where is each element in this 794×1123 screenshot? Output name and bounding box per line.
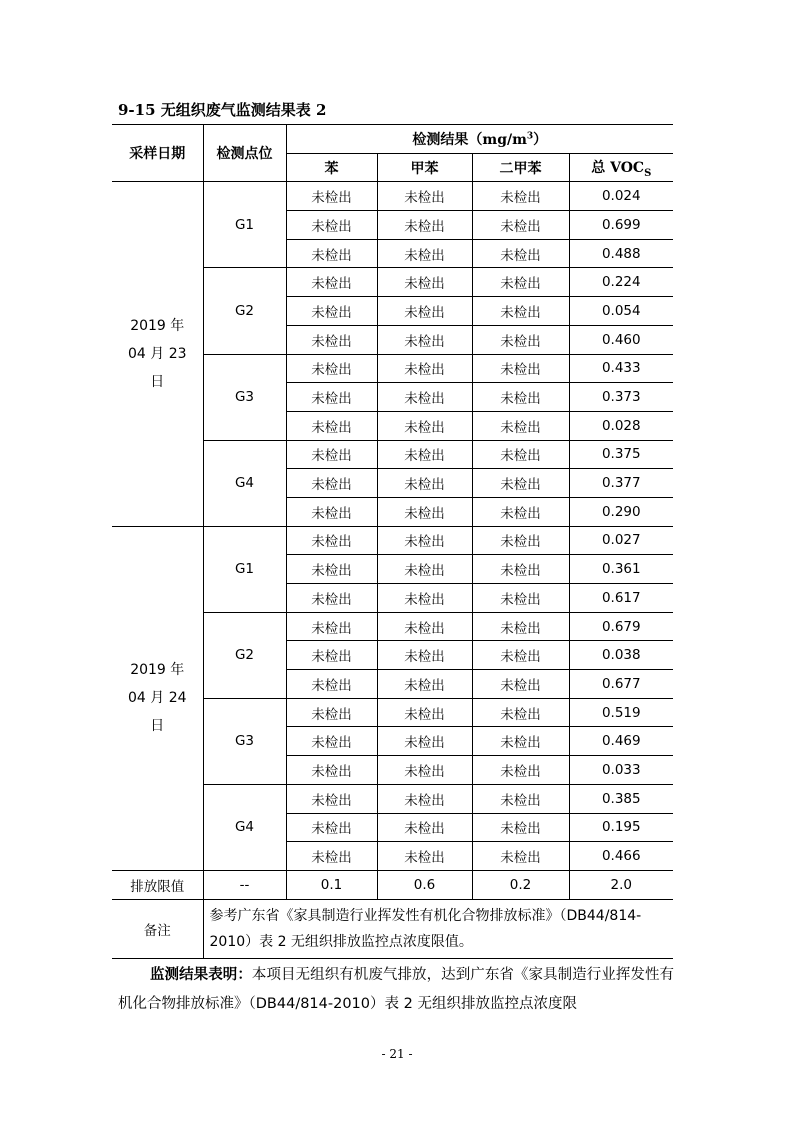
sampling-point-cell: G4 — [203, 440, 286, 526]
sampling-point-cell: G1 — [203, 526, 286, 612]
benzene-value: 未检出 — [286, 842, 377, 871]
total-voc-value: 0.375 — [569, 440, 673, 469]
header-result-sup: 3 — [526, 131, 534, 142]
toluene-value: 未检出 — [377, 182, 472, 211]
toluene-value: 未检出 — [377, 727, 472, 756]
toluene-value: 未检出 — [377, 526, 472, 555]
benzene-value: 未检出 — [286, 727, 377, 756]
xylene-value: 未检出 — [472, 268, 569, 297]
xylene-value: 未检出 — [472, 182, 569, 211]
total-voc-value: 0.488 — [569, 239, 673, 268]
toluene-value: 未检出 — [377, 784, 472, 813]
benzene-value: 未检出 — [286, 411, 377, 440]
sampling-date-line: 2019 年 — [130, 318, 185, 334]
header-result-group — [286, 125, 673, 154]
header-sampling-point: 检测点位 — [203, 125, 286, 182]
header-total-voc — [569, 153, 673, 182]
toluene-value: 未检出 — [377, 698, 472, 727]
xylene-value: 未检出 — [472, 411, 569, 440]
total-voc-value: 0.433 — [569, 354, 673, 383]
header-result-prefix: 检测结果（mg/m — [412, 131, 527, 148]
total-voc-value: 0.617 — [569, 584, 673, 613]
xylene-value: 未检出 — [472, 211, 569, 240]
benzene-value: 未检出 — [286, 497, 377, 526]
xylene-value: 未检出 — [472, 239, 569, 268]
toluene-value: 未检出 — [377, 239, 472, 268]
sampling-date-cell — [112, 182, 203, 526]
conclusion-label: 监测结果表明： — [150, 966, 252, 983]
xylene-value: 未检出 — [472, 756, 569, 785]
limit-xylene: 0.2 — [472, 870, 569, 899]
xylene-value: 未检出 — [472, 612, 569, 641]
benzene-value: 未检出 — [286, 584, 377, 613]
table-row — [112, 526, 673, 555]
xylene-value: 未检出 — [472, 813, 569, 842]
limit-point: -- — [203, 870, 286, 899]
sampling-point-cell: G2 — [203, 268, 286, 354]
xylene-value: 未检出 — [472, 584, 569, 613]
benzene-value: 未检出 — [286, 239, 377, 268]
monitoring-results-table — [112, 124, 673, 959]
xylene-value: 未检出 — [472, 698, 569, 727]
total-voc-value: 0.038 — [569, 641, 673, 670]
benzene-value: 未检出 — [286, 813, 377, 842]
benzene-value: 未检出 — [286, 555, 377, 584]
xylene-value: 未检出 — [472, 354, 569, 383]
total-voc-value: 0.033 — [569, 756, 673, 785]
total-voc-value: 0.466 — [569, 842, 673, 871]
sampling-point-cell: G3 — [203, 698, 286, 784]
table-row — [112, 182, 673, 211]
sampling-date-cell — [112, 526, 203, 870]
total-voc-value: 0.469 — [569, 727, 673, 756]
toluene-value: 未检出 — [377, 411, 472, 440]
benzene-value: 未检出 — [286, 698, 377, 727]
total-voc-value: 0.224 — [569, 268, 673, 297]
toluene-value: 未检出 — [377, 584, 472, 613]
xylene-value: 未检出 — [472, 842, 569, 871]
page-number: - 21 - — [381, 1047, 413, 1061]
xylene-value: 未检出 — [472, 727, 569, 756]
xylene-value: 未检出 — [472, 297, 569, 326]
xylene-value: 未检出 — [472, 497, 569, 526]
total-voc-value: 0.699 — [569, 211, 673, 240]
toluene-value: 未检出 — [377, 813, 472, 842]
total-voc-value: 0.361 — [569, 555, 673, 584]
total-voc-value: 0.460 — [569, 325, 673, 354]
conclusion-text: 本项目无组织有机废气排放，达到广东省《家具制造行业挥发性有机化合物排放标准》（DB44/814-2010）表 2 无组织排放监控点浓度限 — [118, 967, 675, 1012]
toluene-value: 未检出 — [377, 670, 472, 699]
benzene-value: 未检出 — [286, 354, 377, 383]
limit-benzene: 0.1 — [286, 870, 377, 899]
remark-label: 备注 — [112, 899, 203, 958]
benzene-value: 未检出 — [286, 469, 377, 498]
sampling-date-line: 04 月 24 — [127, 690, 187, 707]
benzene-value: 未检出 — [286, 641, 377, 670]
toluene-value: 未检出 — [377, 641, 472, 670]
header-toluene: 甲苯 — [377, 153, 472, 182]
total-voc-value: 0.290 — [569, 497, 673, 526]
toluene-value: 未检出 — [377, 268, 472, 297]
limit-voc: 2.0 — [569, 870, 673, 899]
total-voc-value: 0.027 — [569, 526, 673, 555]
toluene-value: 未检出 — [377, 756, 472, 785]
toluene-value: 未检出 — [377, 325, 472, 354]
xylene-value: 未检出 — [472, 469, 569, 498]
total-voc-value: 0.373 — [569, 383, 673, 412]
xylene-value: 未检出 — [472, 440, 569, 469]
sampling-date-line: 04 月 23 — [127, 346, 187, 362]
toluene-value: 未检出 — [377, 555, 472, 584]
xylene-value: 未检出 — [472, 526, 569, 555]
xylene-value: 未检出 — [472, 383, 569, 412]
benzene-value: 未检出 — [286, 756, 377, 785]
remark-text: 参考广东省《家具制造行业挥发性有机化合物排放标准》（DB44/814-2010）表 2 无组织排放监控点浓度限值。 — [203, 899, 673, 958]
toluene-value: 未检出 — [377, 383, 472, 412]
limit-toluene: 0.6 — [377, 870, 472, 899]
benzene-value: 未检出 — [286, 612, 377, 641]
toluene-value: 未检出 — [377, 469, 472, 498]
benzene-value: 未检出 — [286, 268, 377, 297]
sampling-point-cell: G2 — [203, 612, 286, 698]
header-sampling-date: 采样日期 — [112, 125, 203, 182]
sampling-point-cell: G1 — [203, 182, 286, 268]
toluene-value: 未检出 — [377, 211, 472, 240]
total-voc-value: 0.028 — [569, 411, 673, 440]
benzene-value: 未检出 — [286, 784, 377, 813]
total-voc-value: 0.677 — [569, 670, 673, 699]
total-voc-value: 0.024 — [569, 182, 673, 211]
benzene-value: 未检出 — [286, 182, 377, 211]
limit-label: 排放限值 — [112, 870, 203, 899]
xylene-value: 未检出 — [472, 670, 569, 699]
table-caption: 9-15 无组织废气监测结果表 2 — [118, 101, 327, 119]
benzene-value: 未检出 — [286, 670, 377, 699]
header-voc-sub: S — [644, 167, 652, 179]
benzene-value: 未检出 — [286, 526, 377, 555]
total-voc-value: 0.054 — [569, 297, 673, 326]
total-voc-value: 0.195 — [569, 813, 673, 842]
xylene-value: 未检出 — [472, 641, 569, 670]
header-benzene: 苯 — [286, 153, 377, 182]
total-voc-value: 0.519 — [569, 698, 673, 727]
sampling-date-line: 2019 年 — [130, 662, 185, 679]
benzene-value: 未检出 — [286, 325, 377, 354]
header-voc-prefix: 总 VOC — [591, 159, 645, 176]
sampling-date-line: 日 — [150, 718, 165, 735]
xylene-value: 未检出 — [472, 555, 569, 584]
conclusion-paragraph — [118, 960, 674, 1019]
total-voc-value: 0.679 — [569, 612, 673, 641]
benzene-value: 未检出 — [286, 211, 377, 240]
total-voc-value: 0.377 — [569, 469, 673, 498]
toluene-value: 未检出 — [377, 612, 472, 641]
header-result-suffix: ） — [533, 131, 548, 148]
total-voc-value: 0.385 — [569, 784, 673, 813]
header-xylene: 二甲苯 — [472, 153, 569, 182]
xylene-value: 未检出 — [472, 325, 569, 354]
benzene-value: 未检出 — [286, 440, 377, 469]
benzene-value: 未检出 — [286, 297, 377, 326]
sampling-date-line: 日 — [150, 374, 165, 390]
toluene-value: 未检出 — [377, 297, 472, 326]
toluene-value: 未检出 — [377, 497, 472, 526]
toluene-value: 未检出 — [377, 354, 472, 383]
xylene-value: 未检出 — [472, 784, 569, 813]
sampling-point-cell: G3 — [203, 354, 286, 440]
sampling-point-cell: G4 — [203, 784, 286, 870]
toluene-value: 未检出 — [377, 842, 472, 871]
benzene-value: 未检出 — [286, 383, 377, 412]
toluene-value: 未检出 — [377, 440, 472, 469]
results-body — [112, 182, 673, 871]
